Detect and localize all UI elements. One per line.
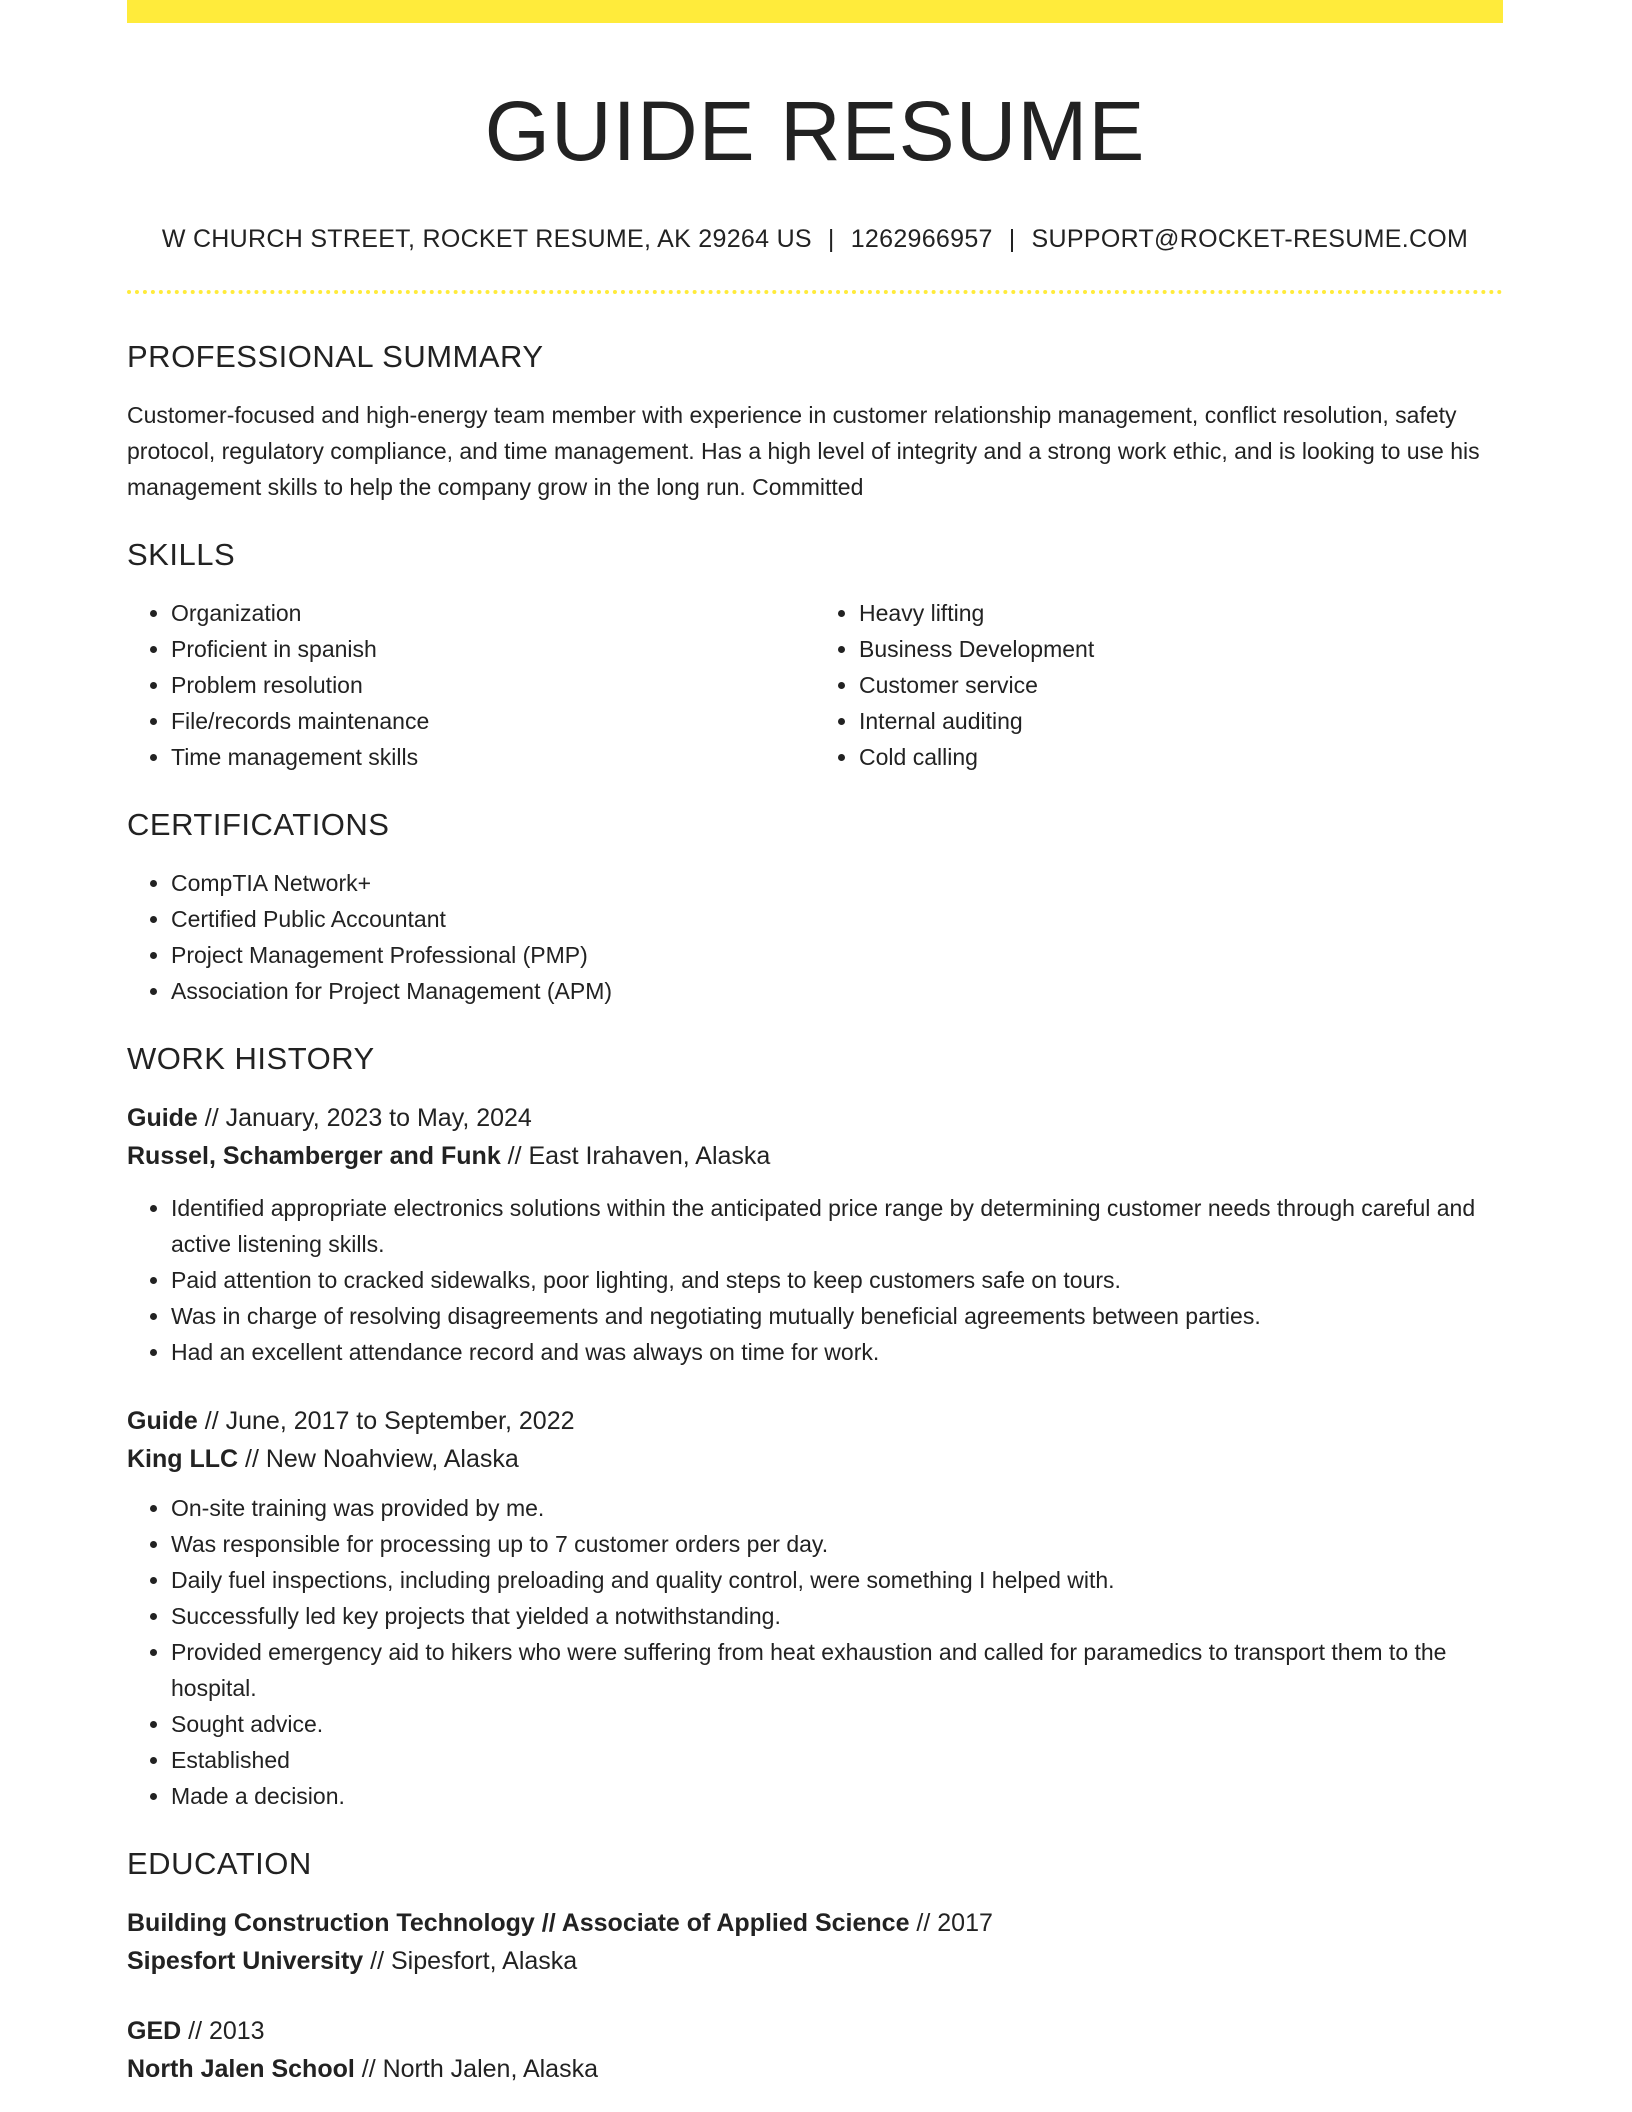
job-bullets	[127, 1190, 1503, 1370]
job-role: Guide	[127, 1104, 198, 1133]
resume-name: GUIDE RESUME	[484, 84, 1146, 178]
job-bullet: • Daily fuel inspections, including preloading and quality control, were something I helped with.	[171, 1562, 1503, 1598]
summary-text: Customer-focused and high-energy team member with experience in customer relationship management, conflict resolution, safety protocol, regulatory compliance, and time management. Has a high level of integrity and a strong work ethic, and is looking to use his management skills to help the company grow in the long run. Committed	[127, 402, 1480, 501]
skill-item: • Internal auditing	[859, 703, 1503, 739]
education-school: Sipesfort University	[127, 1947, 364, 1976]
skills-list-left	[127, 595, 815, 775]
education-school-line	[127, 1942, 1503, 1980]
job-entry	[127, 1099, 1503, 1370]
education-location: // North Jalen, Alaska	[354, 2055, 598, 2084]
education-school: North Jalen School	[127, 2055, 355, 2084]
contact-address: W CHURCH STREET, ROCKET RESUME, AK 29264 US	[161, 225, 812, 254]
skill-item: • Problem resolution	[171, 667, 815, 703]
certification-item: • Certified Public Accountant	[171, 901, 1503, 937]
education-year: // 2017	[909, 1909, 993, 1938]
job-location: // New Noahview, Alaska	[238, 1445, 519, 1474]
job-role: Guide	[127, 1407, 198, 1436]
skill-item: • Proficient in spanish	[171, 631, 815, 667]
certifications-title: CERTIFICATIONS	[127, 807, 390, 843]
job-dates: // January, 2023 to May, 2024	[197, 1104, 532, 1133]
job-bullet: • Sought advice.	[171, 1706, 1503, 1742]
certification-item: • Association for Project Management (APM)	[171, 973, 1503, 1009]
contact-separator: |	[1008, 225, 1016, 254]
job-bullet: • Identified appropriate electronics solutions within the anticipated price range by determining customer needs through careful and active listening skills.	[171, 1190, 1503, 1262]
education-entry	[127, 2012, 1503, 2088]
job-role-line	[127, 1099, 1503, 1137]
education-degree: GED	[127, 2017, 182, 2046]
job-company: Russel, Schamberger and Funk	[127, 1142, 501, 1171]
job-company-line	[127, 1440, 1503, 1478]
contact-line	[127, 225, 1503, 254]
job-bullet: • Was responsible for processing up to 7 customer orders per day.	[171, 1526, 1503, 1562]
education-year: // 2013	[181, 2017, 265, 2046]
job-bullet: • Provided emergency aid to hikers who were suffering from heat exhaustion and called for paramedics to transport them to the hospital.	[171, 1634, 1503, 1706]
job-bullet: • Had an excellent attendance record and was always on time for work.	[171, 1334, 1503, 1370]
job-location: // East Irahaven, Alaska	[500, 1142, 771, 1171]
certification-item: • CompTIA Network+	[171, 865, 1503, 901]
education-location: // Sipesfort, Alaska	[363, 1947, 578, 1976]
skill-item: • Cold calling	[859, 739, 1503, 775]
skill-item: • Heavy lifting	[859, 595, 1503, 631]
education-school-line	[127, 2050, 1503, 2088]
job-dates: // June, 2017 to September, 2022	[197, 1407, 575, 1436]
skills-list-right	[815, 595, 1503, 775]
education-title: EDUCATION	[127, 1846, 312, 1882]
job-entry	[127, 1402, 1503, 1814]
job-bullet: • Was in charge of resolving disagreements and negotiating mutually beneficial agreements between parties.	[171, 1298, 1503, 1334]
skill-item: • Organization	[171, 595, 815, 631]
contact-email: SUPPORT@ROCKET-RESUME.COM	[1031, 225, 1469, 254]
skills-columns	[127, 595, 1503, 775]
work-history-title: WORK HISTORY	[127, 1041, 375, 1077]
job-bullet: • On-site training was provided by me.	[171, 1490, 1503, 1526]
education-degree-line	[127, 1904, 1503, 1942]
skill-item: • Time management skills	[171, 739, 815, 775]
skills-title: SKILLS	[127, 537, 236, 573]
summary-title: PROFESSIONAL SUMMARY	[127, 339, 544, 375]
job-bullet: • Made a decision.	[171, 1778, 1503, 1814]
contact-separator: |	[827, 225, 835, 254]
job-bullet: • Established	[171, 1742, 1503, 1778]
skill-item: • File/records maintenance	[171, 703, 815, 739]
education-degree-line	[127, 2012, 1503, 2050]
education-entry	[127, 1904, 1503, 1980]
skill-item: • Business Development	[859, 631, 1503, 667]
education-degree: Building Construction Technology // Associate of Applied Science	[127, 1909, 910, 1938]
job-company-line	[127, 1137, 1503, 1175]
job-bullet: • Paid attention to cracked sidewalks, poor lighting, and steps to keep customers safe on tours.	[171, 1262, 1503, 1298]
dotted-divider	[127, 290, 1503, 294]
job-bullets	[127, 1490, 1503, 1814]
skill-item: • Customer service	[859, 667, 1503, 703]
top-accent-bar	[127, 0, 1503, 23]
resume-page	[127, 0, 1503, 2088]
job-role-line	[127, 1402, 1503, 1440]
job-bullet: • Successfully led key projects that yielded a notwithstanding.	[171, 1598, 1503, 1634]
job-company: King LLC	[127, 1445, 239, 1474]
contact-phone: 1262966957	[850, 225, 993, 254]
certification-item: • Project Management Professional (PMP)	[171, 937, 1503, 973]
certifications-list	[127, 865, 1503, 1009]
